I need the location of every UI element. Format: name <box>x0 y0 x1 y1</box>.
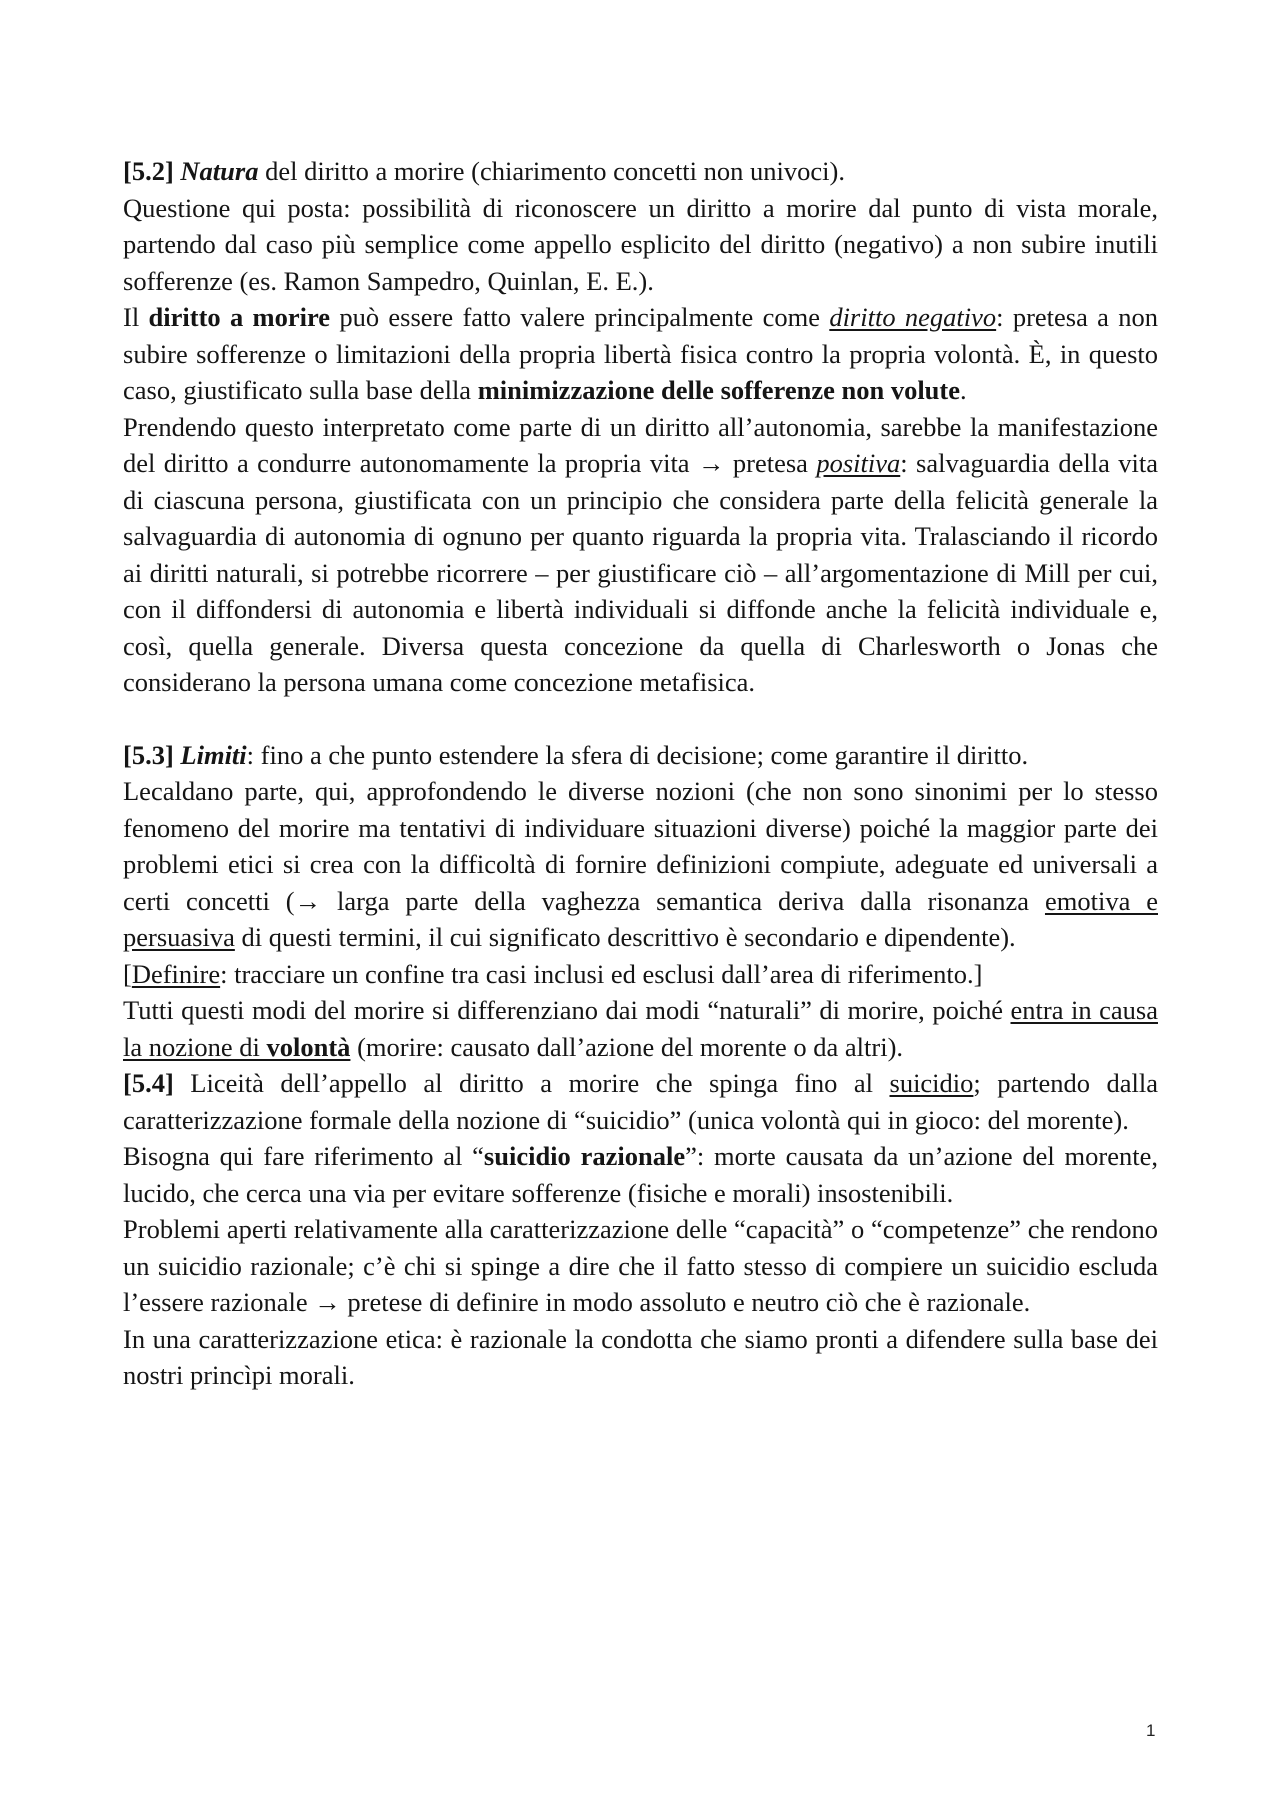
text-run: → <box>294 885 322 916</box>
text-run: Tutti questi modi del morire si differenziano dai modi “naturali” di morire, poiché <box>123 995 1011 1025</box>
text-run: → <box>314 1287 341 1317</box>
text-run: [5.3] <box>123 739 181 770</box>
text-run: Liceità dell’appello al diritto a morire che spinga fino al <box>173 1068 890 1098</box>
text-run: Limiti <box>180 739 247 770</box>
text-run: di questi termini, il cui significato descrittivo è secondario e dipendente). <box>234 922 1016 952</box>
text-run: Prendendo questo interpretato come parte di un diritto all’autonomia, sarebbe la manifestazione del diritto a condurre autonomamente la propria vita <box>123 411 1158 478</box>
text-run: [ <box>123 958 132 989</box>
text-run: volontà <box>266 1031 351 1062</box>
text-run: : salvaguardia della vita di ciascuna persona, giustificata con un principio che considera parte della felicità generale la salvaguardia di autonomia di ognuno per quanto riguarda la propria vita. Tralasciando il ricordo ai diritti naturali, si potrebbe ricorrere – per giustificare ciò – all’argomentazione di Mill per cui, con il diffondersi di autonomia e libertà individuali si diffonde anche la felicità individuale e, così, quella generale. Diversa questa concezione da quella di Charlesworth o Jonas che considerano la persona umana come concezione metafisica. <box>123 448 1158 697</box>
text-run: Questione qui posta: possibilità di riconoscere un diritto a morire dal punto di vista morale, partendo dal caso più semplice come appello esplicito del diritto (negativo) a non subire inutili sofferenze (es. Ramon Sampedro, Quinlan, E. E.). <box>123 192 1158 296</box>
text-run: suicidio <box>889 1068 974 1098</box>
heading-5-2 <box>123 153 1158 190</box>
text-run: : pretesa a non subire sofferenze o limitazioni della propria libertà fisica contro la propria volontà. È, in questo caso, giustificato sulla base della <box>123 302 1158 405</box>
diritto-negativo-paragraph <box>123 299 1158 409</box>
heading-5-4-paragraph <box>123 1065 1158 1138</box>
caratterizzazione-etica-paragraph <box>123 1321 1158 1394</box>
text-run: Il <box>123 302 149 332</box>
suicidio-razionale-paragraph <box>123 1138 1158 1211</box>
paragraph-gap <box>123 701 1158 737</box>
page-number: 1 <box>1146 1721 1156 1740</box>
text-run: diritto negativo <box>829 302 997 332</box>
text-run: positiva <box>816 448 901 478</box>
text-run: (morire: causato dall’azione del morente o da altri). <box>350 1031 904 1062</box>
problemi-aperti-paragraph <box>123 1211 1158 1321</box>
text-run: Lecaldano parte, qui, approfondendo le diverse nozioni (che non sono sinonimi per lo stesso fenomeno del morire ma tentativi di individuare situazioni diverse) poiché la maggior parte dei problemi etici si crea con la difficoltà di fornire definizioni compiute, adeguate ed universali a certi concetti ( <box>123 776 1158 916</box>
text-run: Definire <box>131 958 221 989</box>
text-run: può essere fatto valere principalmente come <box>330 302 830 332</box>
text-run: larga parte della vaghezza semantica deriva dalla risonanza <box>321 885 1045 916</box>
text-run: → <box>697 448 725 478</box>
text-run: entra in causa la nozione di <box>123 995 1158 1062</box>
definire-paragraph <box>123 956 1158 993</box>
text-run: emotiva e persuasiva <box>123 885 1158 952</box>
text-run: Bisogna qui fare riferimento al “ <box>123 1141 484 1171</box>
text-run: ; partendo dalla caratterizzazione formale della nozione di “suicidio” (unica volontà qui in gioco: del morente). <box>123 1068 1158 1135</box>
text-run: minimizzazione delle sofferenze non volute <box>477 375 961 405</box>
text-run: pretesa <box>724 448 817 478</box>
text-run: Natura <box>180 156 259 186</box>
document-body <box>123 153 1158 1394</box>
autonomia-paragraph <box>123 409 1158 701</box>
text-run: ”: morte causata da un’azione del morente, lucido, che cerca una via per evitare sofferenze (fisiche e morali) insostenibili. <box>123 1141 1158 1208</box>
text-run: In una caratterizzazione etica: è razionale la condotta che siamo pronti a difendere sulla base dei nostri princìpi morali. <box>123 1323 1158 1390</box>
text-run: : fino a che punto estendere la sfera di decisione; come garantire il diritto. <box>246 739 1029 770</box>
text-run: [5.4] <box>123 1068 174 1098</box>
text-run: . <box>960 375 967 405</box>
text-run: pretese di definire in modo assoluto e neutro ciò che è razionale. <box>340 1287 1031 1317</box>
text-run: : tracciare un confine tra casi inclusi ed esclusi dall’area di riferimento.] <box>220 958 983 989</box>
text-run: diritto a morire <box>148 302 331 332</box>
question-paragraph <box>123 190 1158 300</box>
text-run: Problemi aperti relativamente alla caratterizzazione delle “capacità” o “competenze” che rendono un suicidio razionale; c’è chi si spinge a dire che il fatto stesso di compiere un suicidio escluda l’essere razionale <box>123 1214 1158 1317</box>
heading-5-3 <box>123 737 1158 774</box>
lecaldano-paragraph <box>123 773 1158 956</box>
text-run: suicidio razionale <box>483 1141 686 1171</box>
text-run: [5.2] <box>123 156 181 186</box>
modi-morire-paragraph <box>123 992 1158 1065</box>
text-run: del diritto a morire (chiarimento concetti non univoci). <box>258 156 845 186</box>
